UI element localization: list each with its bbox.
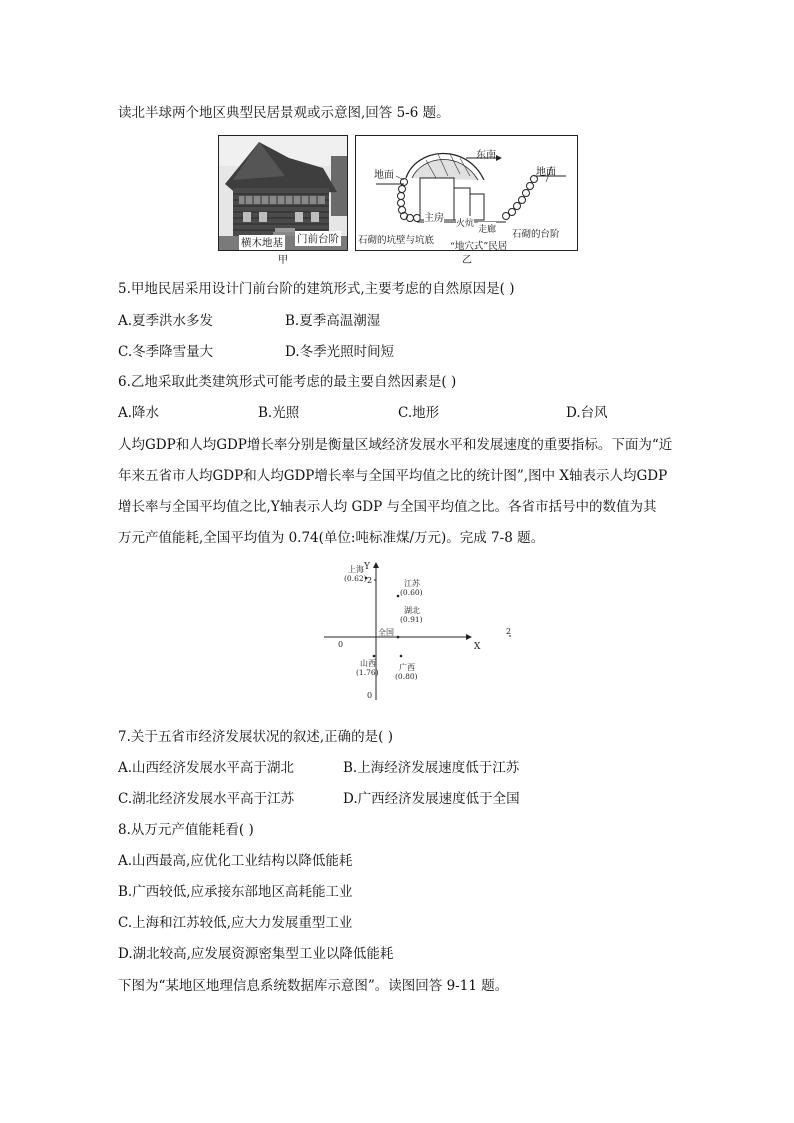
- point-energy-1: (0.60): [400, 588, 423, 597]
- y-axis-label: Y: [364, 562, 370, 572]
- x-tick-label-2: 2: [506, 627, 512, 636]
- paragraph-line-1: 人均GDP和人均GDP增长率分别是衡量区域经济发展水平和发展速度的重要指标。下面为“近: [118, 437, 673, 453]
- q5-option-a: A.夏季洪水多发: [118, 313, 214, 329]
- q7-option-b: B.上海经济发展速度低于江苏: [343, 760, 520, 776]
- figure-yi: [355, 135, 578, 251]
- q6-option-b: B.光照: [258, 405, 300, 421]
- q7-option-a: A.山西经济发展水平高于湖北: [118, 760, 295, 776]
- label-pit-dwelling: “地穴式”民居: [450, 241, 508, 252]
- point-energy-5: (0.80): [395, 672, 418, 681]
- point-energy-2: (0.91): [400, 615, 423, 624]
- point-label-3: 全国: [378, 628, 394, 637]
- point-label-0: 上海: [348, 565, 364, 574]
- figure-jia: [218, 135, 348, 251]
- label-front-steps: 门前台阶: [297, 233, 339, 245]
- q7-option-c: C.湖北经济发展水平高于江苏: [118, 791, 295, 807]
- gdp-scatter-chart: [318, 560, 512, 710]
- label-ground-left: 地面: [374, 170, 394, 181]
- x-tick-label-0: 0: [338, 640, 344, 649]
- q8-option-d: D.湖北较高,应发展资源密集型工业以降低能耗: [118, 946, 394, 962]
- y-axis-arrow: [373, 562, 379, 568]
- q5-option-d: D.冬季光照时间短: [285, 344, 395, 360]
- x-axis-arrow: [466, 634, 472, 640]
- label-log-foundation: 横木地基: [241, 237, 283, 249]
- label-ground-right: 地面: [536, 167, 556, 178]
- point-label-2: 湖北: [404, 606, 420, 615]
- q5-option-b: B.夏季高温潮湿: [285, 313, 381, 329]
- label-corridor: 走廊: [478, 222, 496, 235]
- point-label-1: 江苏: [404, 579, 420, 588]
- y-tick-label-0: 0: [367, 691, 373, 700]
- intro-text: 读北半球两个地区典型民居景观或示意图,回答 5-6 题。: [118, 105, 450, 121]
- point-label-5: 广西: [399, 663, 415, 672]
- label-main-room: 主房: [424, 209, 444, 224]
- label-stone-steps: 石砌的台阶: [512, 229, 560, 240]
- caption-jia: 甲: [278, 255, 288, 266]
- q5-stem: 5.甲地民居采用设计门前台阶的建筑形式,主要考虑的自然原因是( ): [118, 281, 515, 297]
- caption-yi: 乙: [462, 255, 472, 266]
- paragraph-line-3: 增长率与全国平均值之比,Y轴表示人均 GDP 与全国平均值之比。各省市括号中的数值为其: [118, 499, 657, 515]
- y-tick-label-2: 2: [367, 576, 373, 585]
- q8-option-c: C.上海和江苏较低,应大力发展重型工业: [118, 915, 353, 931]
- q7-option-d: D.广西经济发展速度低于全国: [343, 791, 520, 807]
- label-pit-wall: 石砌的坑壁与坑底: [358, 235, 435, 246]
- q8-option-a: A.山西最高,应优化工业结构以降低能耗: [118, 853, 353, 869]
- point-energy-0: (0.62): [344, 574, 367, 583]
- q6-option-d: D.台风: [566, 405, 608, 421]
- paragraph-line-2: 年来五省市人均GDP和人均GDP增长率与全国平均值之比的统计图”,图中 X轴表示人均GDP: [118, 468, 668, 484]
- q6-option-a: A.降水: [118, 405, 160, 421]
- point-label-4: 山西: [360, 659, 376, 668]
- data-point-3: [397, 636, 400, 639]
- q5-option-c: C.冬季降雪量大: [118, 344, 214, 360]
- paragraph-line-4: 万元产值能耗,全国平均值为 0.74(单位:吨标准煤/万元)。完成 7-8 题。: [118, 530, 545, 546]
- data-point-4: [373, 655, 376, 658]
- label-heated-bed: 火炕: [456, 216, 474, 229]
- q6-option-c: C.地形: [398, 405, 440, 421]
- q6-stem: 6.乙地采取此类建筑形式可能考虑的最主要自然因素是( ): [118, 374, 457, 390]
- q7-stem: 7.关于五省市经济发展状况的叙述,正确的是( ): [118, 729, 393, 745]
- outro-text: 下图为“某地区地理信息系统数据库示意图”。读图回答 9-11 题。: [118, 978, 509, 994]
- label-direction-southeast: 东南: [476, 150, 496, 161]
- q8-stem: 8.从万元产值能耗看( ): [118, 822, 254, 838]
- data-point-5: [400, 655, 403, 658]
- x-axis-label: X: [474, 642, 481, 652]
- data-point-1: [397, 595, 400, 598]
- point-energy-4: (1.76): [356, 668, 379, 677]
- q8-option-b: B.广西较低,应承接东部地区高耗能工业: [118, 884, 353, 900]
